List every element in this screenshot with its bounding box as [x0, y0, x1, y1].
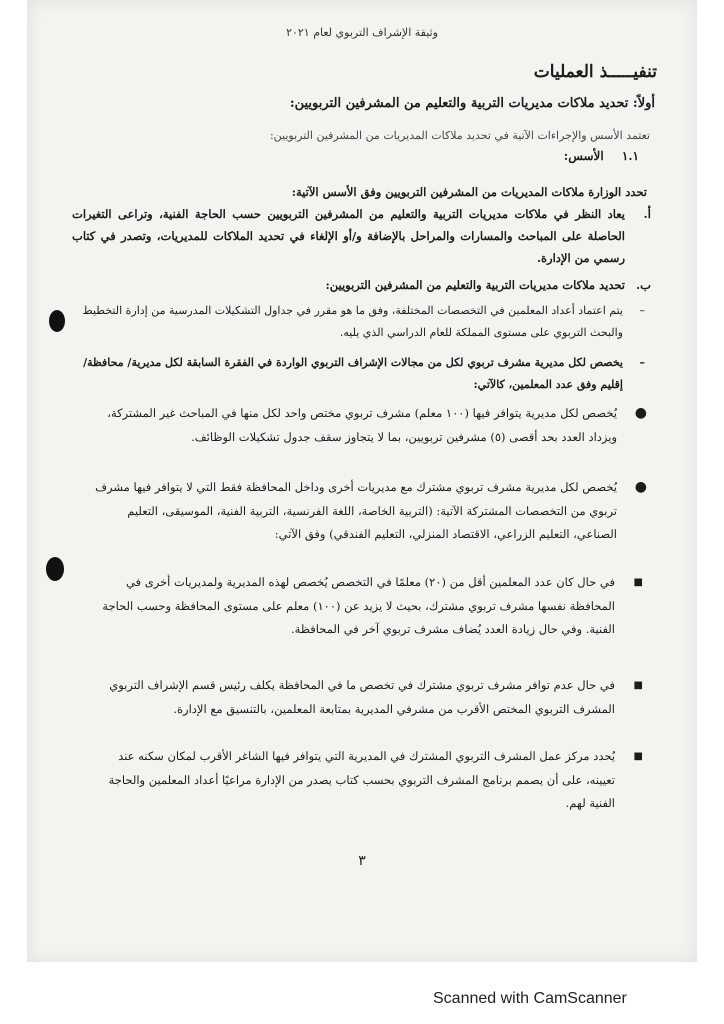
square-item-3	[94, 745, 643, 816]
square-item-3-text: يُحدد مركز عمل المشرف التربوي المشترك في المديرية التي يتوافر فيها الشاغر الأقرب لمكان سكنه عند تعيينه، على أن يصمم برنامج المشرف التربوي بحسب كتاب يصدر من الإدارة مراعيًا أعداد المعلمين والحاجة الفنية لهم.	[108, 749, 615, 810]
dash-icon: –	[639, 304, 645, 317]
bullet-item-1	[84, 402, 647, 449]
square-bullet-icon: ■	[633, 680, 643, 691]
item-a	[72, 203, 651, 269]
dash-item-2-text: يخصص لكل مديرية مشرف تربوي لكل من مجالات الإشراف التربوي الواردة في الفقرة السابقة لكل مديرية/ محافظة/ إقليم وفق عدد المعلمين، كالآتي:	[83, 356, 623, 391]
square-item-2	[94, 674, 643, 721]
square-item-2-text: في حال عدم توافر مشرف تربوي مشترك في تخصص ما في المحافظة يكلف رئيس قسم الإشراف التربوي المشرف التربوي المختص الأقرب من مشرفي المديرية بمتابعة المعلمين، بالتنسيق مع الإدارة.	[109, 678, 615, 716]
item-b-mark: ب.	[636, 278, 651, 292]
item-b-text: تحديد ملاكات مديريات التربية والتعليم من المشرفين التربويين:	[325, 278, 625, 292]
bullet-item-2-text: يُخصص لكل مديرية مشرف تربوي مشترك مع مديريات أخرى وداخل المحافظة فقط التي لا يتوافر فيها مشرف تربوي من التخصصات المشتركة الآتية: (التربية الخاصة، اللغة الفرنسية، التربية الفنية، الموسيقى، التعليم الصناعي، التعليم الزراعي، الاقتصاد المنزلي، التعليم الفندقي) وفق الآتي:	[95, 480, 617, 541]
square-item-1-text: في حال كان عدد المعلمين أقل من (٢٠) معلمًا في التخصص يُخصص لهذه المديرية ولمديريات أخرى في المحافظة نفسها مشرف تربوي مشترك، بحيث لا يزيد عن (١٠٠) معلم على مستوى المحافظة وحسب الحاجة الفنية. وفي حال زيادة العدد يُضاف مشرف تربوي آخر في المحافظة.	[102, 575, 615, 636]
basis-number: ١.١	[621, 149, 639, 163]
scanned-page	[27, 0, 697, 962]
bullet-item-1-text: يُخصص لكل مديرية يتوافر فيها (١٠٠ معلم) مشرف تربوي مختص واحد لكل منها في المباحث غير المشتركة، ويزداد العدد بحد أقصى (٥) مشرفين تربويين، بما لا يتجاوز سقف جدول تشكيلات الوظائف.	[107, 406, 617, 444]
page-title: تنفيـــــذ العمليات	[533, 62, 657, 82]
document-header: وثيقة الإشراف التربوي لعام ٢٠٢١	[286, 26, 438, 39]
dash-item-1-text: يتم اعتماد أعداد المعلمين في التخصصات المختلفة، وفق ما هو مقرر في جداول التشكيلات المدرسية من إدارة التخطيط والبحث التربوي على مستوى المملكة للعام الدراسي الذي يليه.	[82, 304, 623, 339]
dash-icon: –	[639, 356, 645, 369]
page-number: ٣	[358, 853, 366, 869]
square-item-1	[94, 571, 643, 642]
square-bullet-icon: ■	[633, 751, 643, 762]
bullet-item-2	[84, 476, 647, 547]
basis-heading	[564, 149, 639, 163]
item-a-mark: أ.	[643, 207, 651, 221]
bullet-icon: ●	[634, 479, 647, 495]
punch-hole	[49, 310, 65, 332]
dash-item-2	[79, 352, 645, 396]
scanner-watermark: Scanned with CamScanner	[433, 990, 627, 1007]
item-b	[72, 274, 651, 296]
square-bullet-icon: ■	[633, 577, 643, 588]
basis-label: الأسس:	[563, 149, 604, 163]
dash-item-1	[79, 300, 645, 344]
intro-text: تعتمد الأسس والإجراءات الآتية في تحديد ملاكات المديريات من المشرفين التربويين:	[269, 129, 650, 142]
bullet-icon: ●	[634, 405, 647, 421]
section-heading: أولاً: تحديد ملاكات مديريات التربية والتعليم من المشرفين التربويين:	[289, 96, 655, 111]
punch-hole	[46, 557, 64, 581]
item-a-text: يعاد النظر في ملاكات مديريات التربية والتعليم من المشرفين التربويين حسب الحاجة الفنية، وتراعى التغيرات الحاصلة على المباحث والمسارات والمراحل بالإضافة و/أو الإلغاء في تحديد الملاكات للمديريات، وتصدر في كتاب رسمي من الإدارة.	[72, 207, 625, 265]
paragraph-1: تحدد الوزارة ملاكات المديريات من المشرفين التربويين وفق الأسس الآتية:	[291, 185, 647, 199]
